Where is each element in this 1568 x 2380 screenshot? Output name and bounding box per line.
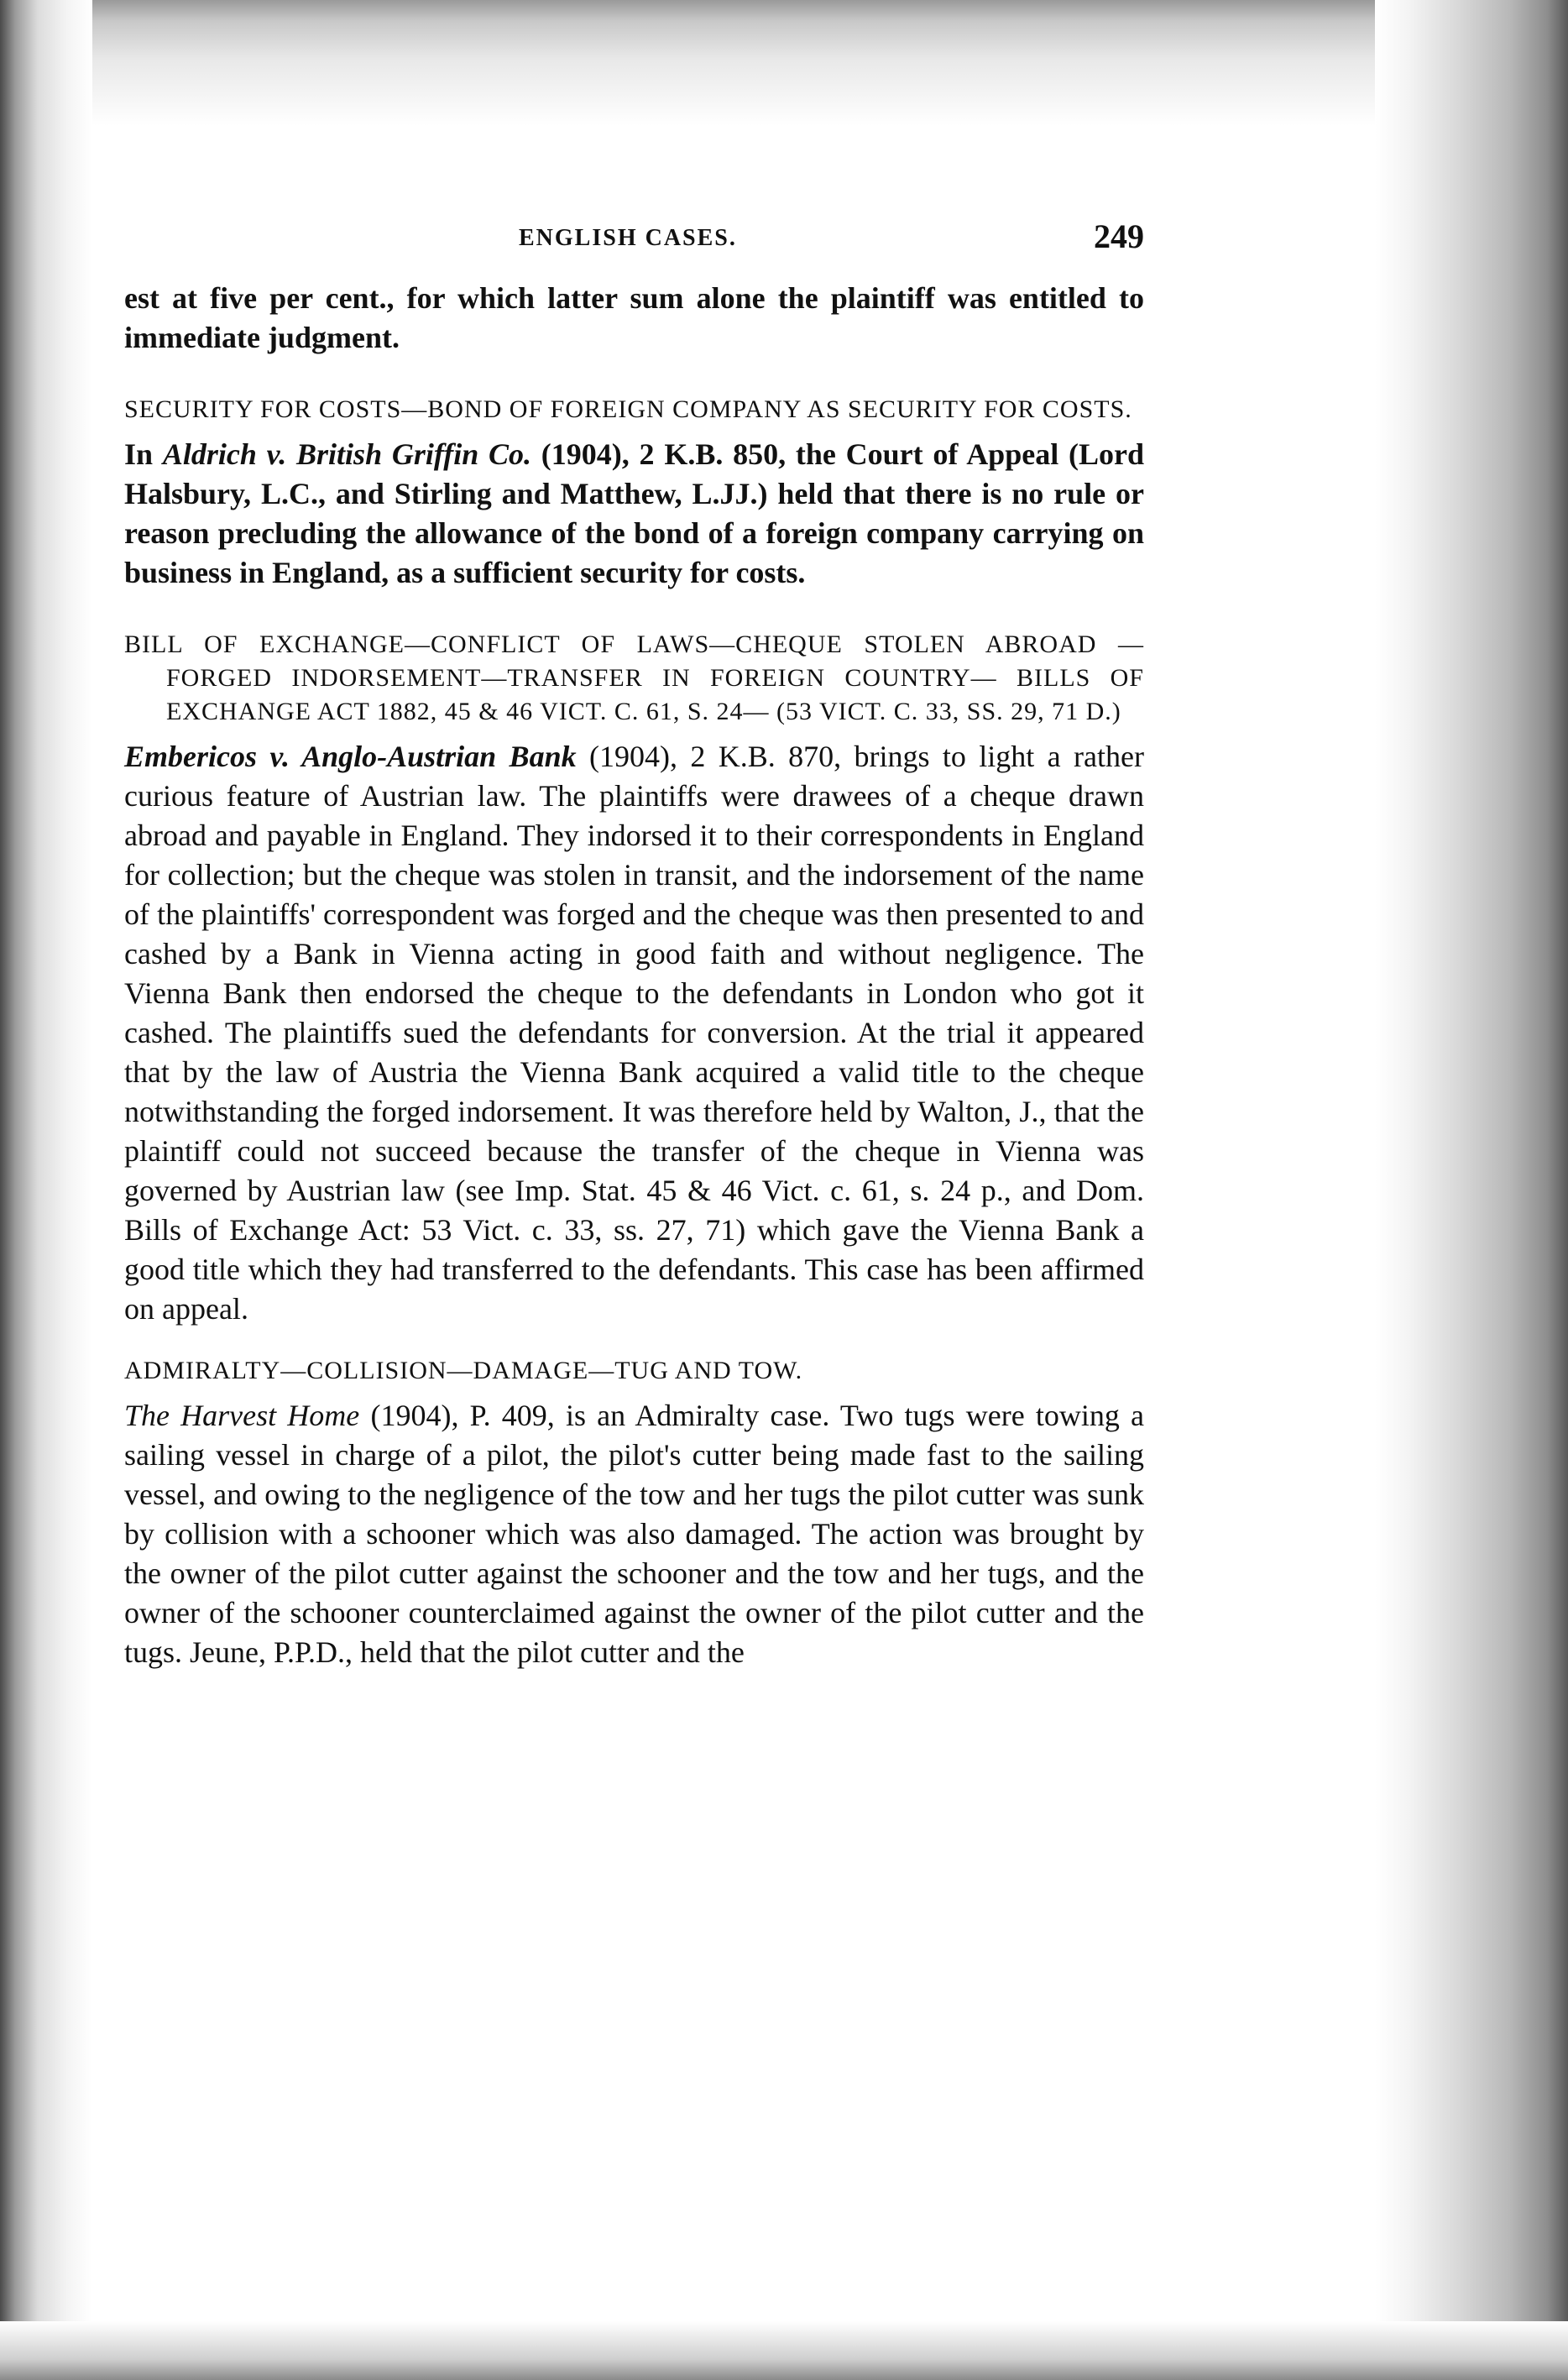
case-text: (1904), P. 409, is an Admiralty case. Two tugs were towing a sailing vessel in charge of a pilot, the pilot's cutter being made fast to the sailing vessel, and owing to the negligence of the tow and her tugs the pilot cutter was sunk by collision with a schooner which was also damaged. The action was brought by the owner of the pilot cutter against the schooner and the tow and her tugs, and the owner of the schooner counterclaimed against the owner of the pilot cutter and the tugs. Jeune, P.P.D., held that the pilot cutter and the [124, 1399, 1144, 1669]
continued-paragraph: est at five per cent., for which latter sum alone the plaintiff was entitled to immediate judgment. [124, 281, 1144, 354]
running-header [124, 210, 1144, 260]
page-body [124, 210, 1144, 1672]
case-text: (1904), 2 K.B. 870, brings to light a rather curious feature of Austrian law. The plaintiffs were drawees of a cheque drawn abroad and payable in England. They indorsed it to their correspondents in England for collection; but the cheque was stolen in transit, and the indorsement of the name of the plaintiffs' correspondent was forged and the cheque was then presented to and cashed by a Bank in Vienna acting in good faith and without negligence. The Vienna Bank then endorsed the cheque to the defendants in London who got it cashed. The plaintiffs sued the defendants for conversion. At the trial it appeared that by the law of Austria the Vienna Bank acquired a valid title to the cheque notwithstanding the forged indorsement. It was therefore held by Walton, J., that the plaintiff could not succeed because the transfer of the cheque in Vienna was governed by Austrian law (see Imp. Stat. 45 & 46 Vict. c. 61, s. 24 p., and Dom. Bills of Exchange Act: 53 Vict. c. 33, ss. 27, 71) which gave the Vienna Bank a good title which they had transferred to the defendants. This case has been affirmed on appeal. [124, 740, 1144, 1326]
scan-shadow-left [0, 0, 92, 2380]
scan-shadow-top [0, 0, 1568, 126]
section-heading-security: SECURITY FOR COSTS—BOND OF FOREIGN COMPANY AS SECURITY FOR COSTS. [124, 395, 1132, 423]
case-name: Embericos v. Anglo-Austrian Bank [124, 740, 577, 773]
section-heading-bill-of-exchange: BILL OF EXCHANGE—CONFLICT OF LAWS—CHEQUE STOLEN ABROAD —FORGED INDORSEMENT—TRANSFER IN FOREIGN COUNTRY— BILLS OF EXCHANGE ACT 1882, 45 & 46 VICT. C. 61, S. 24— (53 VICT. C. 33, SS. 29, 71 D.) [124, 630, 1144, 725]
case-name: The Harvest Home [124, 1399, 360, 1432]
section-paragraph-admiralty [124, 1396, 1144, 1672]
case-text: (1904), 2 K.B. 850, the Court of Appeal (Lord Halsbury, L.C., and Stirling and Matthew, L.JJ.) held that there is no rule or reason precluding the allowance of the bond of a foreign company carrying on business in England, as a sufficient security for costs. [124, 437, 1144, 589]
section-paragraph-security: In Aldrich v. British Griffin Co. (1904), 2 K.B. 850, the Court of Appeal (Lord Halsbury, L.C., and Stirling and Matthew, L.JJ.) held that there is no rule or reason precluding the allowance of the bond of a foreign company carrying on business in England, as a sufficient security for costs. [124, 437, 1144, 589]
running-title: ENGLISH CASES. [519, 225, 737, 251]
section-paragraph-bill-of-exchange [124, 737, 1144, 1329]
section-heading-admiralty: ADMIRALTY—COLLISION—DAMAGE—TUG AND TOW. [124, 1357, 803, 1384]
case-name: Aldrich v. British Griffin Co. [162, 437, 532, 471]
page-number: 249 [1094, 217, 1144, 255]
scan-shadow-bottom [0, 2321, 1568, 2380]
scan-shadow-right [1375, 0, 1568, 2380]
